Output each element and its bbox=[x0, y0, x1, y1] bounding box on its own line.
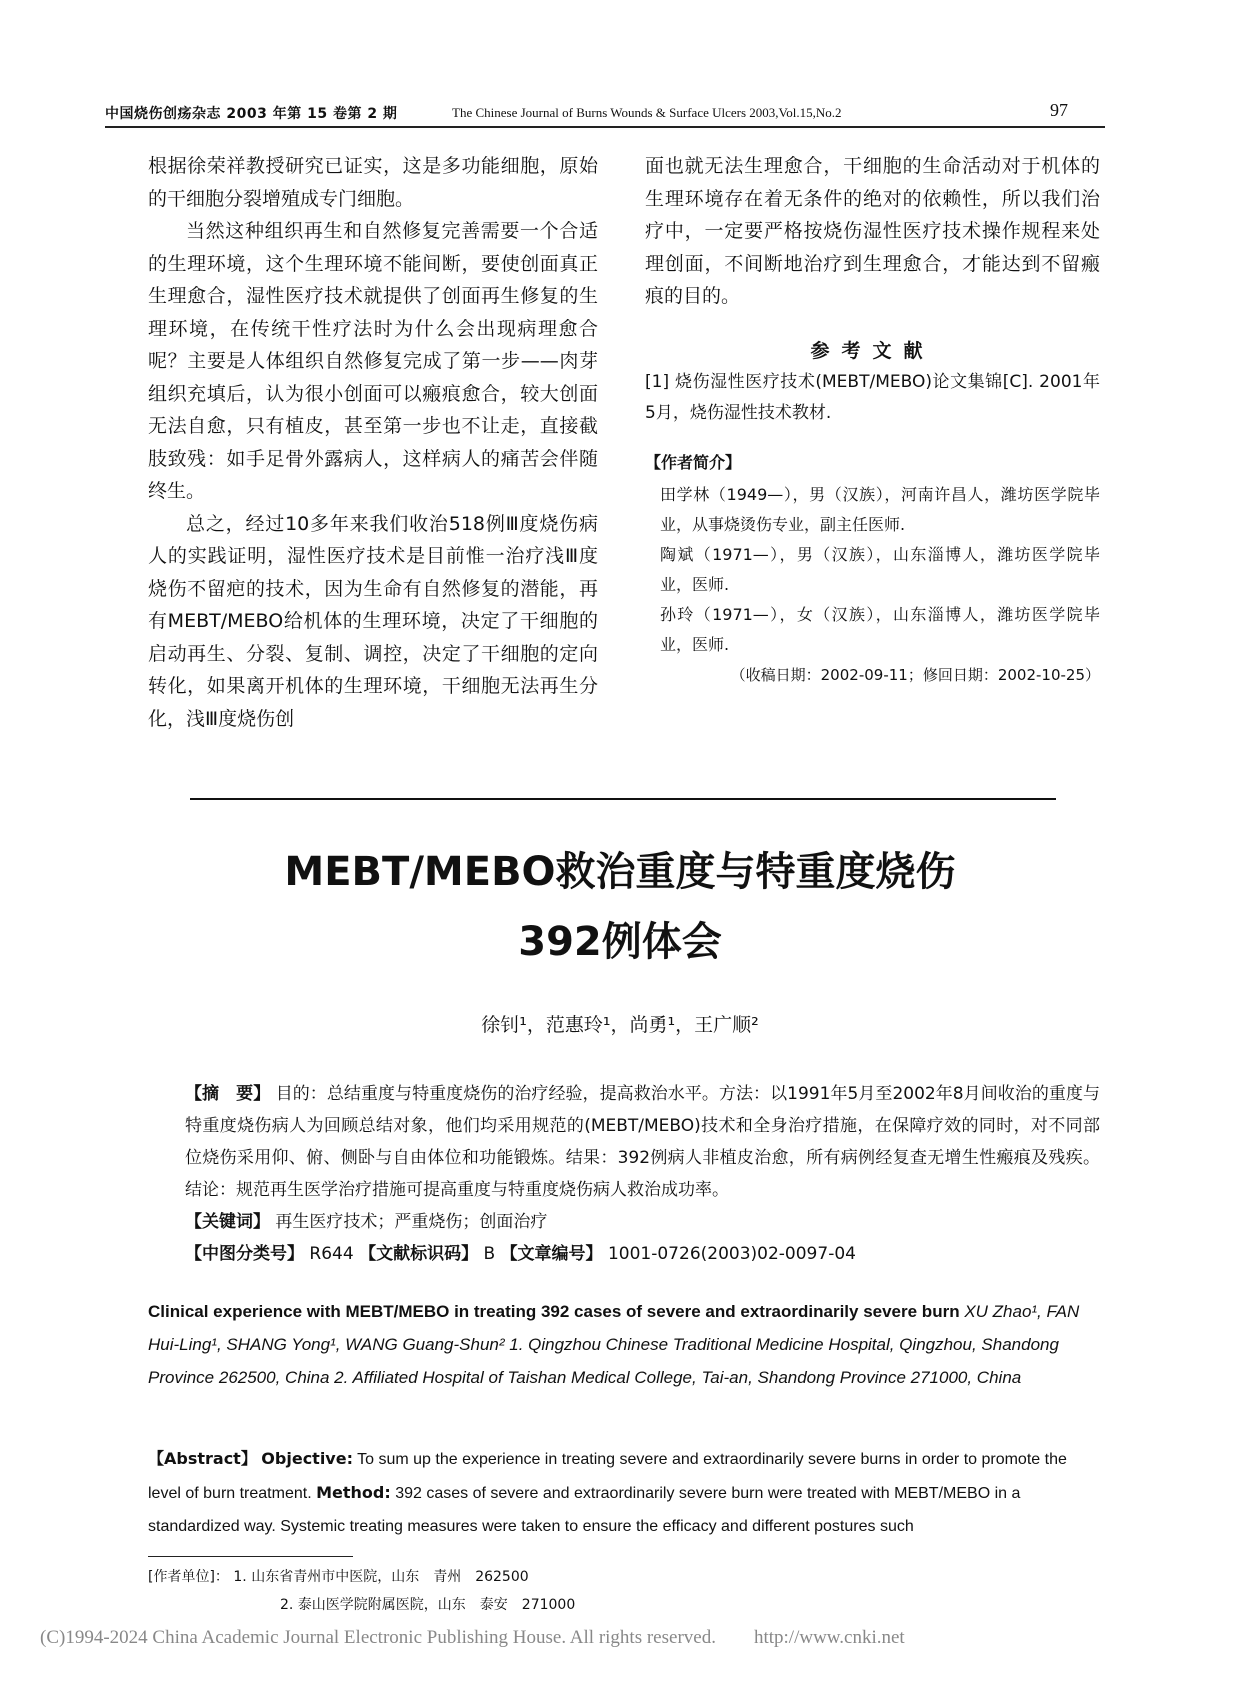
keywords-label: 【关键词】 bbox=[185, 1212, 270, 1232]
doc-code-value: B bbox=[483, 1244, 496, 1264]
english-abstract-label: 【Abstract】 bbox=[148, 1449, 257, 1468]
paragraph: 总之，经过10多年来我们收治518例Ⅲ度烧伤病人的实践证明，湿性医疗技术是目前惟一治疗浅Ⅲ度烧伤不留疤的技术，因为生命有自然修复的潜能，再有MEBT/MEBO给机体的生理环境，决定了干细胞的启动再生、分裂、复制、调控，决定了干细胞的定向转化，如果离开机体的生理环境，干细胞无法再生分化，浅Ⅲ度烧伤创 bbox=[148, 512, 598, 730]
references-heading: 参考文献 bbox=[810, 339, 935, 362]
english-authors-affiliations: XU Zhao¹, FAN Hui-Ling¹, SHANG Yong¹, WANG Guang-Shun² 1. Qingzhou Chinese Traditional Medicine Hospital, Qingzhou, Shandong Province 262500, China 2. Affiliated Hospital of Taishan Medical College, Tai-an, Shandong Province 271000, China bbox=[148, 1302, 1080, 1387]
copyright-notice: (C)1994-2024 China Academic Journal Electronic Publishing House. All rights reserved. http://www.cnki.net bbox=[40, 1627, 905, 1648]
paragraph: 面也就无法生理愈合，干细胞的生命活动对于机体的生理环境存在着无条件的绝对的依赖性，所以我们治疗中，一定要严格按烧伤湿性医疗技术操作规程来处理创面，不间断地治疗到生理愈合，才能达到不留瘢痕的目的。 bbox=[645, 155, 1100, 307]
footnote-label: [作者单位]： bbox=[148, 1569, 229, 1585]
method-label: Method: bbox=[316, 1483, 391, 1502]
left-column bbox=[148, 150, 598, 735]
abstract-text: 目的：总结重度与特重度烧伤的治疗经验，提高救治水平。方法：以1991年5月至2002年8月间收治的重度与特重度烧伤病人为回顾总结对象，他们均采用规范的(MEBT/MEBO)技术和全身治疗措施，在保障疗效的同时，对不同部位烧伤采用仰、俯、侧卧与自由体位和功能锻炼。结果：392例病人非植皮治愈，所有病例经复查无增生性瘢痕及残疾。结论：规范再生医学治疗措施可提高重度与特重度烧伤病人救治成功率。 bbox=[185, 1084, 1100, 1200]
abstract-cn bbox=[185, 1078, 1100, 1270]
class-value: R644 bbox=[309, 1244, 354, 1264]
english-abstract bbox=[148, 1442, 1103, 1543]
right-column bbox=[645, 150, 1100, 690]
footnote-rule bbox=[148, 1556, 353, 1557]
author-intro: 陶斌（1971—），男（汉族），山东淄博人，潍坊医学院毕业，医师. bbox=[660, 544, 1100, 594]
paragraph: 根据徐荣祥教授研究已证实，这是多功能细胞，原始的干细胞分裂增殖成专门细胞。 bbox=[148, 155, 598, 210]
journal-header-cn: 中国烧伤创疡杂志 2003 年第 15 卷第 2 期 bbox=[105, 106, 398, 122]
journal-header-en: The Chinese Journal of Burns Wounds & Surface Ulcers 2003,Vol.15,No.2 bbox=[452, 105, 842, 120]
doc-code-label: 【文献标识码】 bbox=[359, 1244, 479, 1264]
footnote-line: 1. 山东省青州市中医院，山东 青州 262500 bbox=[233, 1569, 529, 1585]
paragraph: 当然这种组织再生和自然修复完善需要一个合适的生理环境，这个生理环境不能间断，要使创面真正生理愈合，湿性医疗技术就提供了创面再生修复的生理环境，在传统干性疗法时为什么会出现病理愈合呢？主要是人体组织自然修复完成了第一步——肉芽组织充填后，认为很小创面可以瘢痕愈合，较大创面无法自愈，只有植皮，甚至第一步也不让走，直接截肢致残：如手足骨外露病人，这样病人的痛苦会伴随终生。 bbox=[148, 220, 598, 502]
method-text: 392 cases of severe and extraordinarily severe burn were treated with MEBT/MEBO in a standardized way. Systemic treating measures were taken to ensure the efficacy and different postures such bbox=[148, 1485, 1021, 1535]
footnote-affiliation-2: 2. 泰山医学院附属医院，山东 泰安 271000 bbox=[280, 1597, 576, 1613]
class-label: 【中图分类号】 bbox=[185, 1244, 304, 1264]
section-divider bbox=[190, 798, 1056, 800]
article-number-label: 【文章编号】 bbox=[500, 1244, 603, 1264]
objective-label: Objective: bbox=[261, 1449, 353, 1468]
article-authors: 徐钊¹，范惠玲¹，尚勇¹，王广顺² bbox=[481, 1014, 759, 1036]
article-title-line2: 392例体会 bbox=[518, 919, 722, 965]
english-title: Clinical experience with MEBT/MEBO in treating 392 cases of severe and extraordinarily severe burn bbox=[148, 1302, 960, 1321]
author-intro: 田学林（1949—），男（汉族），河南许昌人，潍坊医学院毕业，从事烧烫伤专业，副主任医师. bbox=[660, 484, 1100, 534]
article-title-line1: MEBT/MEBO救治重度与特重度烧伤 bbox=[284, 849, 956, 895]
author-intro: 孙玲（1971—），女（汉族），山东淄博人，潍坊医学院毕业，医师. bbox=[660, 604, 1100, 654]
abstract-label: 【摘 要】 bbox=[185, 1084, 271, 1104]
article-number-value: 1001-0726(2003)02-0097-04 bbox=[607, 1244, 856, 1264]
footnote-affiliation-1 bbox=[148, 1566, 529, 1586]
header-rule bbox=[105, 126, 1105, 128]
author-intro-heading: 【作者简介】 bbox=[645, 453, 742, 472]
objective-text: To sum up the experience in treating severe and extraordinarily severe burns in order to promote the level of burn treatment. bbox=[148, 1451, 1067, 1502]
reference-item: [1] 烧伤湿性医疗技术(MEBT/MEBO)论文集锦[C]. 2001年5月，烧伤湿性技术教材. bbox=[645, 372, 1100, 423]
page-number: 97 bbox=[1050, 100, 1068, 120]
english-title-block bbox=[148, 1295, 1103, 1394]
received-dates: （收稿日期：2002-09-11；修回日期：2002-10-25） bbox=[730, 665, 1100, 684]
keywords-text: 再生医疗技术；严重烧伤；创面治疗 bbox=[275, 1212, 548, 1232]
